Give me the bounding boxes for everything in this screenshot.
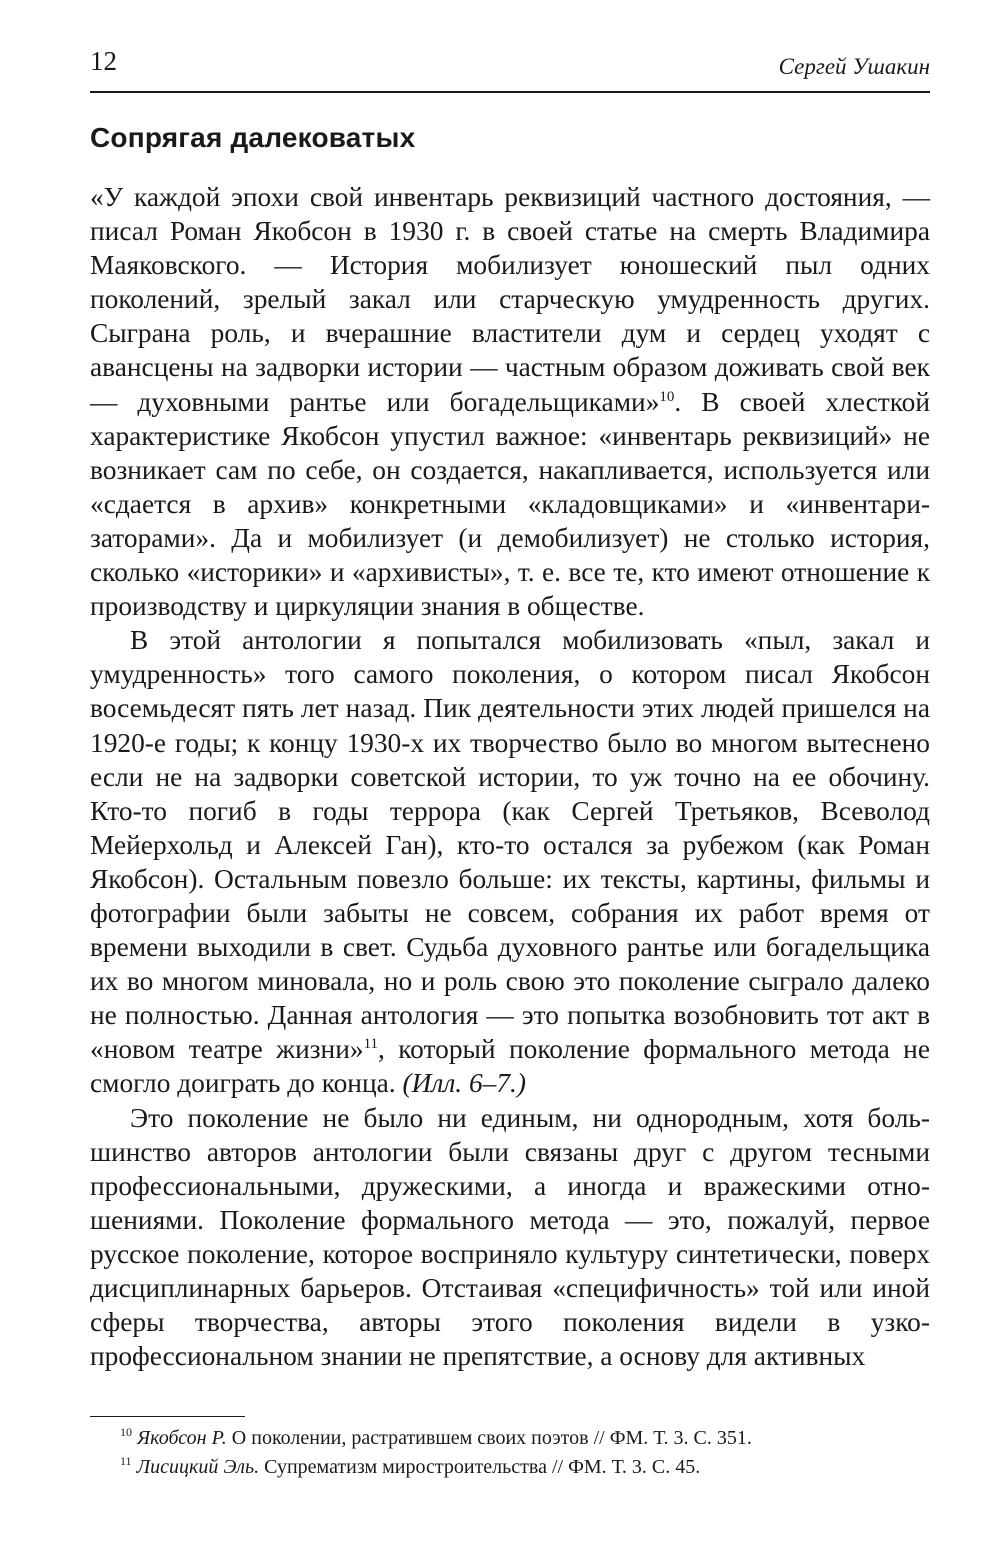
paragraph-2-text-b: , который поколение формального метода не смогло доиграть до конца. <box>90 1034 930 1099</box>
running-head: Сергей Ушакин <box>778 54 930 79</box>
footnote-author: Лисицкий Эль. <box>136 1456 260 1478</box>
section-title: Сопрягая далековатых <box>90 122 416 153</box>
paragraph-3: Это поколение не было ни единым, ни однородным, хотя большинство авторов антологии были связаны друг с другом тесными профессиональными, дружескими, а иногда и вражескими отношениями. Поколение формального метода — это, пожалуй, первое русское поколение, которое восприняло культуру синтетически, поверх дисциплинарных барьеров. Отстаивая «специфичность» той или иной сферы творчества, авторы этого поколения видели в узкопрофессиональном знании не препятствие, а основу для активных <box>90 1102 930 1372</box>
paragraph-1-text-a: «У каждой эпохи свой инвентарь реквизиций частного достояния, — писал Роман Якобсон в 1930 г. в своей статье на смерть Владимира Маяковского. — История мобилизует юношеский пыл одних поколений, зрелый закал или старческую умудренность других. Сыграна роль, и вчерашние властители дум и сердец уходят с авансцены на задворки истории — частным образом доживать свой век — духовными рантье или богадельщиками» <box>90 182 930 417</box>
paragraph-1-text-b: . В своей хлесткой характеристике Якобсон упустил важное: «инвентарь реквизиций» не возникает сам по себе, он создается, накапливается, используется или «сдается в архив» конкретными «кладовщиками» и «инвентаризаторами». Да и мобилизует (и демобилизует) не столько история, сколько «историки» и «архивисты», т. е. все те, кто имеют отношение к производству и циркуляции знания в обществе. <box>90 386 930 622</box>
paragraph-2-text-a: В этой антологии я попытался мобилизовать «пыл, закал и умудренность» того самого поколения, о котором писал Якобсон восемьдесят пять лет назад. Пик деятельности этих людей пришелся на 1920-е годы; к концу 1930-х их творчество было во многом вытеснено если не на задворки советской истории, то уж точно на ее обочину. Кто-то погиб в годы террора (как Сергей Третьяков, Всеволод Мейерхольд и Алексей Ган), кто-то остался за рубежом (как Роман Якобсон). Остальным повезло больше: их тексты, картины, фильмы и фотографии были забыты не совсем, собрания их работ время от времени выходили в свет. Судьба духовного рантье или богадельщика их во многом миновала, но и роль свою это поколение сыграло далеко не полностью. Данная антология — это попытка возобновить тот акт в «новом театре жизни» <box>90 625 930 1065</box>
header-rule <box>90 91 930 93</box>
footnote-11 <box>120 1453 920 1482</box>
page-header <box>90 46 930 86</box>
illustration-reference: (Илл. 6–7.) <box>402 1068 527 1099</box>
footnote-rule <box>90 1416 245 1417</box>
footnote-ref-10: 10 <box>659 388 675 405</box>
paragraph-2 <box>90 623 930 1100</box>
footnotes <box>120 1424 920 1482</box>
footnote-text: О поколении, растратившем своих поэтов // ФМ. Т. 3. С. 351. <box>226 1427 752 1449</box>
paragraph-1 <box>90 180 930 623</box>
page-number: 12 <box>90 46 117 76</box>
footnote-number: 11 <box>120 1454 132 1468</box>
footnote-number: 10 <box>120 1425 132 1439</box>
footnote-ref-11: 11 <box>363 1036 379 1053</box>
footnote-text: Супрематизм миростроительства // ФМ. Т. 3. С. 45. <box>259 1456 701 1478</box>
footnote-10 <box>120 1424 920 1453</box>
body-text <box>90 180 930 1373</box>
footnote-author: Якобсон Р. <box>137 1427 227 1449</box>
